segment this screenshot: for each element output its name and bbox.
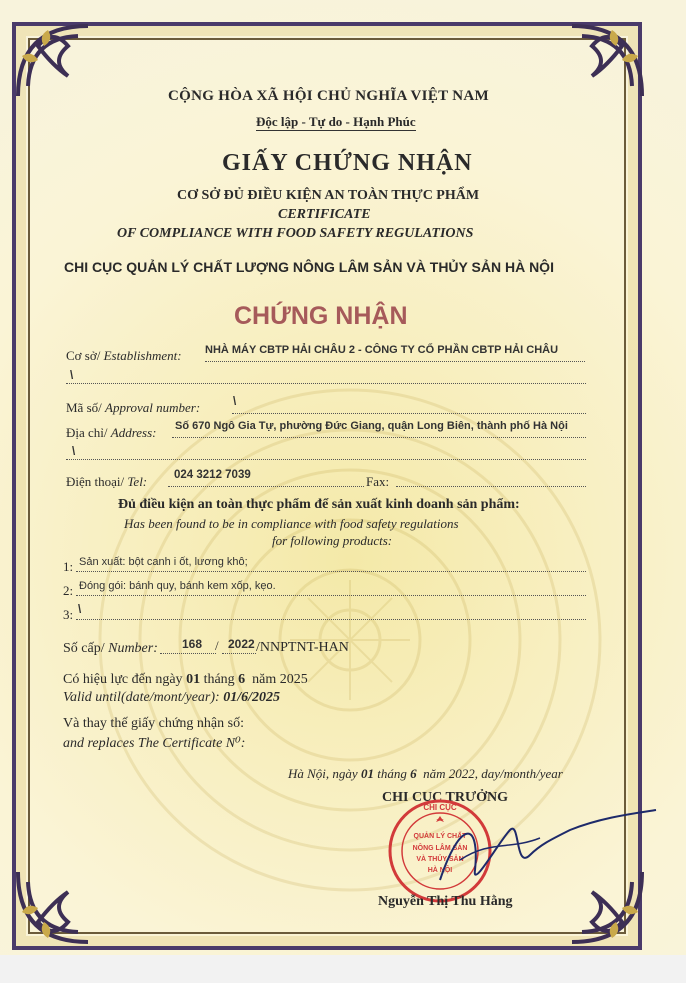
dotted-line bbox=[66, 458, 586, 460]
dotted-line bbox=[232, 412, 586, 414]
dotted-line bbox=[160, 652, 216, 654]
ornament-corner-top-right bbox=[562, 16, 652, 106]
issue-date: Hà Nội, ngày 01 tháng 6 năm 2022, day/month/year bbox=[288, 766, 563, 781]
fax-label: Fax: bbox=[366, 474, 390, 489]
dotted-line bbox=[66, 382, 586, 384]
number-value-1: 168 bbox=[182, 637, 203, 651]
approval-label: Mã số/ Approval number: bbox=[66, 400, 201, 415]
handwritten-signature bbox=[420, 800, 660, 900]
photo-margin bbox=[0, 955, 686, 983]
number-suffix: /NNPTNT-HAN bbox=[256, 640, 349, 655]
validity-en: Valid until(date/mont/year): 01/6/2025 bbox=[63, 690, 280, 705]
validity-vi: Có hiệu lực đến ngày 01 tháng 6 năm 2025 bbox=[63, 672, 308, 687]
stamp-line-1: QUẢN LÝ CHẤT bbox=[413, 833, 467, 840]
establishment-label: Cơ sở/ Establishment: bbox=[66, 348, 182, 363]
stamp-ring-text: CHI CỤC bbox=[423, 803, 457, 812]
product-1-number: 1: bbox=[63, 559, 74, 574]
signer-name: Nguyễn Thị Thu Hằng bbox=[378, 894, 513, 909]
certificate-subtitle-en: CERTIFICATE bbox=[278, 207, 371, 222]
certificate-title: GIẤY CHỨNG NHẬN bbox=[222, 150, 473, 176]
signer-title: CHI CỤC TRƯỞNG bbox=[382, 790, 509, 805]
compliance-vi: Đủ điều kiện an toàn thực phẩm để sản xuất kinh doanh sản phẩm: bbox=[118, 497, 520, 512]
dotted-line bbox=[205, 360, 585, 362]
product-3-number: 3: bbox=[63, 607, 74, 622]
stamp-line-2: NÔNG LÂM SẢN bbox=[412, 845, 468, 852]
stamp-line-4: HÀ NỘI bbox=[427, 867, 453, 874]
number-separator: / bbox=[215, 638, 219, 653]
address-label: Địa chỉ/ Address: bbox=[66, 425, 157, 440]
product-2-value: Đóng gói: bánh quy, bánh kem xốp, kẹo. bbox=[79, 580, 276, 592]
certify-heading: CHỨNG NHẬN bbox=[234, 302, 408, 330]
establishment-value: NHÀ MÁY CBTP HẢI CHÂU 2 - CÔNG TY CỔ PHẦN CBTP HẢI CHÂU bbox=[205, 344, 559, 356]
dotted-line bbox=[76, 618, 586, 620]
dotted-line bbox=[76, 570, 586, 572]
dotted-line bbox=[396, 485, 586, 487]
compliance-en-1: Has been found to be in compliance with food safety regulations bbox=[124, 516, 459, 531]
certificate-subtitle-en-2: OF COMPLIANCE WITH FOOD SAFETY REGULATIONS bbox=[117, 226, 474, 241]
ornament-corner-top-left bbox=[8, 16, 98, 106]
replace-en: and replaces The Certificate N⁰: bbox=[63, 736, 246, 751]
phone-value: 024 3212 7039 bbox=[174, 469, 251, 481]
phone-label: Điện thoại/ Tel: bbox=[66, 474, 148, 489]
product-2-number: 2: bbox=[63, 583, 74, 598]
issuing-agency: CHI CỤC QUẢN LÝ CHẤT LƯỢNG NÔNG LÂM SẢN VÀ THỦY SẢN HÀ NỘI bbox=[64, 259, 554, 275]
replace-vi: Và thay thế giấy chứng nhận số: bbox=[63, 716, 244, 731]
dotted-line bbox=[76, 594, 586, 596]
address-value: Số 670 Ngô Gia Tự, phường Đức Giang, quận Long Biên, thành phố Hà Nội bbox=[175, 420, 568, 432]
establishment-line2: \ bbox=[70, 370, 74, 382]
product-3-value: \ bbox=[78, 604, 82, 616]
stamp-line-3: VÀ THỦY SẢN bbox=[416, 856, 464, 863]
country-name: CỘNG HÒA XÃ HỘI CHỦ NGHĨA VIỆT NAM bbox=[168, 88, 489, 104]
certificate-subtitle-vi: CƠ SỞ ĐỦ ĐIỀU KIỆN AN TOÀN THỰC PHẨM bbox=[177, 188, 480, 203]
address-line2: \ bbox=[72, 446, 76, 458]
product-1-value: Sản xuất: bột canh i ốt, lương khô; bbox=[79, 556, 248, 568]
dotted-line bbox=[168, 485, 364, 487]
national-motto: Độc lập - Tự do - Hạnh Phúc bbox=[256, 114, 416, 129]
number-label: Số cấp/ Number: bbox=[63, 641, 158, 656]
ornament-corner-bottom-left bbox=[8, 862, 98, 952]
number-value-2: 2022 bbox=[228, 637, 255, 651]
approval-value: \ bbox=[233, 396, 237, 408]
compliance-en-2: for following products: bbox=[272, 533, 393, 548]
dotted-line bbox=[222, 652, 256, 654]
dotted-line bbox=[172, 436, 586, 438]
